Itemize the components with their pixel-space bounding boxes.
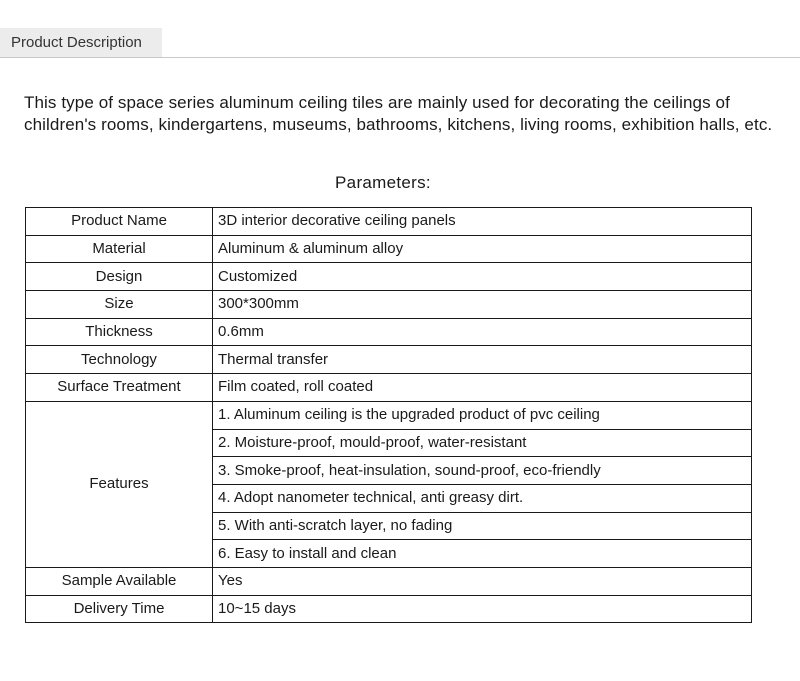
param-value: Thermal transfer: [213, 346, 752, 374]
parameters-table: [25, 207, 752, 623]
param-value: Yes: [213, 567, 752, 595]
table-row: [26, 291, 752, 319]
param-label: Sample Available: [26, 567, 213, 595]
param-label: Design: [26, 263, 213, 291]
param-label: Features: [26, 401, 213, 567]
param-label: Product Name: [26, 208, 213, 236]
tab-product-description[interactable]: Product Description: [0, 28, 162, 58]
table-row: [26, 401, 752, 429]
param-value: Aluminum & aluminum alloy: [213, 235, 752, 263]
param-value: Customized: [213, 263, 752, 291]
param-label: Material: [26, 235, 213, 263]
parameters-title: Parameters:: [335, 173, 431, 192]
tab-bar: [0, 0, 800, 58]
param-label: Thickness: [26, 318, 213, 346]
feature-item: 4. Adopt nanometer technical, anti greasy dirt.: [213, 484, 752, 512]
table-row: [26, 595, 752, 623]
param-label: Technology: [26, 346, 213, 374]
table-row: [26, 567, 752, 595]
param-value: 10~15 days: [213, 595, 752, 623]
intro-text: This type of space series aluminum ceiling tiles are mainly used for decorating the ceilings of children's rooms, kindergartens, museums, bathrooms, kitchens, living rooms, exhibition halls, etc.: [24, 93, 773, 134]
param-label: Size: [26, 291, 213, 319]
table-row: [26, 318, 752, 346]
table-row: [26, 235, 752, 263]
feature-item: 5. With anti-scratch layer, no fading: [213, 512, 752, 540]
param-label: Delivery Time: [26, 595, 213, 623]
param-value: 3D interior decorative ceiling panels: [213, 208, 752, 236]
param-value: Film coated, roll coated: [213, 374, 752, 402]
feature-item: 3. Smoke-proof, heat-insulation, sound-proof, eco-friendly: [213, 457, 752, 485]
param-label: Surface Treatment: [26, 374, 213, 402]
table-row: [26, 263, 752, 291]
feature-item: 1. Aluminum ceiling is the upgraded product of pvc ceiling: [213, 401, 752, 429]
feature-item: 2. Moisture-proof, mould-proof, water-resistant: [213, 429, 752, 457]
param-value: 0.6mm: [213, 318, 752, 346]
param-value: 300*300mm: [213, 291, 752, 319]
table-row: [26, 346, 752, 374]
table-row: [26, 208, 752, 236]
table-row: [26, 374, 752, 402]
feature-item: 6. Easy to install and clean: [213, 540, 752, 568]
